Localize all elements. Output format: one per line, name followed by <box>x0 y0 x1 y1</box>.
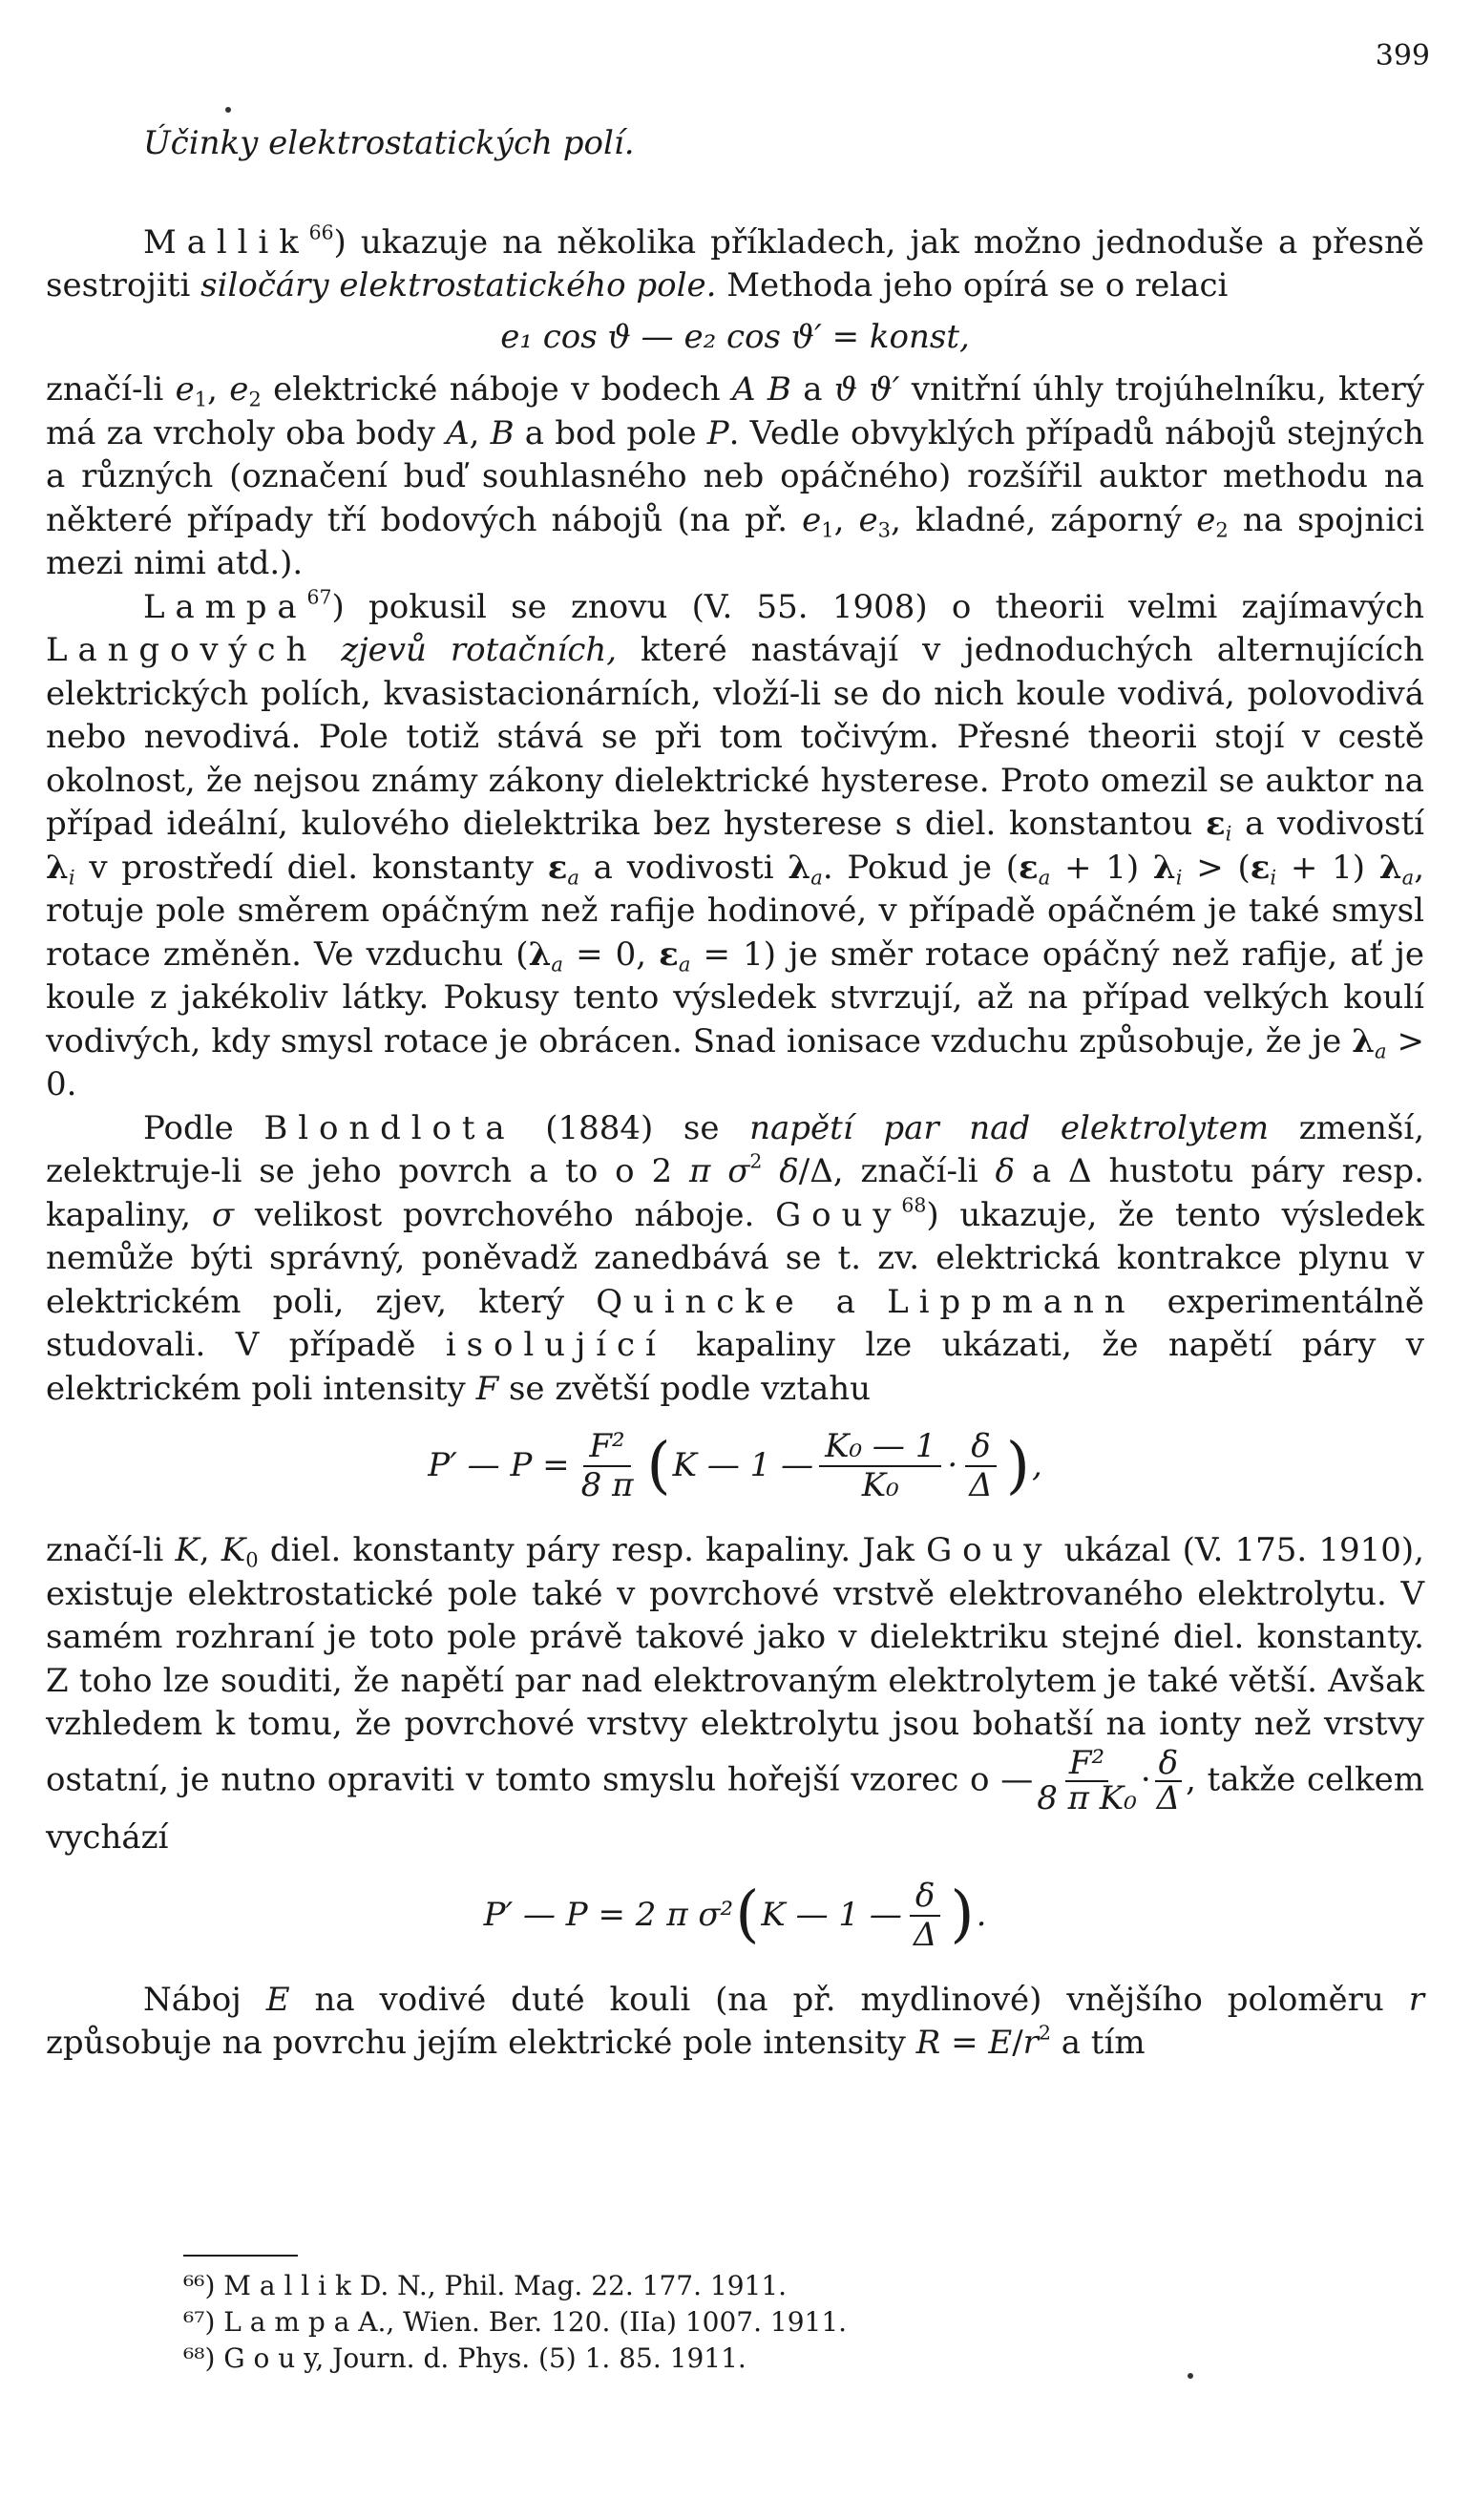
speck-mark <box>225 107 231 113</box>
paragraph-lampa: Lampa$^{67}$) pokusil se znovu (V. 55. 1908) o theorii velmi zajímavých Langových zjevů rotačních, které nastávají v jednoduchých alternujících elektrických polích, kvasistacionárních, vloží-li se do nich koule vodivá, polovodivá nebo nevodivá. Pole totiž stává se při tom točivým. Přesné theorii stojí v cestě okolnost, že nejsou známy zákony dielektrické hysterese. Proto omezil se auktor na případ ideální, kulového dielektrika bez hysterese s diel. konstantou $\varepsilon_i$ a vodivostí $\lambda_i$ v prostředí diel. konstanty $\varepsilon_a$ a vodivosti $\lambda_a$. Pokud je $(\varepsilon_a + 1) \lambda_i > (\varepsilon_i + 1)$ $\lambda_a$, rotuje pole směrem opáčným než rafije hodinové, v případě opáčném je také smysl rotace změněn. Ve vzduchu ($\lambda_a = 0$, $\varepsilon_a = 1$) je směr rotace opáčný než rafije, ať je koule z jakékoliv látky. Pokusy tento výsledek stvrzují, až na případ velkých koulí vodivých, kdy smysl rotace je obrácen. Snad ionisace vzduchu způsobuje, že je $\lambda_a > 0$. <box>46 585 1425 1103</box>
fraction-f2-8pi: $\frac{\text{F²}}{8 \pi}$ <box>580 1427 634 1505</box>
paragraph-charges: značí-li $e_1$, $e_2$ elektrické náboje v bodech A B a ϑ ϑ′ vnitřní úhly trojúhelníku, který má za vrcholy oba body A, B a bod pole P. Vedle obvyklých případů nábojů stejných a různých (označení buď souhlasného neb opáčného) rozšířil auktor methodu na některé případy tří bodových nábojů (na př. $e_1$, $e_3$, kladné, záporný $e_2$ na spojnici mezi nimi atd.). <box>46 370 1425 582</box>
paragraph-gouy: značí-li K, $K_0$ diel. konstanty páry resp. kapaliny. Jak Gouy ukázal (V. 175. 1910), existuje elektrostatické pole také v povrchové vrstvě elektrovaného elektrolytu. V samém rozhraní je toto pole právě takové jako v dielektriku stejné diel. konstanty. Z toho lze souditi, že napětí par nad elektrovaným elektrolytem je také větší. Avšak vzhledem k tomu, že povrchové vrstvy elektrolytu jsou bohatší na ionty než vrstvy ostatní, je nutno opraviti v tomto smyslu hořejší vzorec o — $\frac{\text{F²}}{\text{8 π K₀}}$ · $\frac{\delta}{\Delta}$ , takže celkem vychází <box>46 1531 1424 1858</box>
paragraph-charge-sphere: Náboj E na vodivé duté kouli (na př. mydlinové) vnějšího poloměru r způsobuje na povrchu jejím elektrické pole intensity $R = E/r^2$ a tím <box>46 1980 1424 2063</box>
footnotes <box>183 2268 847 2377</box>
footnote-66: ⁶⁶) M a l l i k D. N., Phil. Mag. 22. 177. 1911. <box>183 2270 788 2301</box>
paragraph-mallik: Mallik$^{66}$) ukazuje na několika příkladech, jak možno jednoduše a přesně sestrojiti siločáry elektrostatického pole. Methoda jeho opírá se o relaci <box>46 220 1424 304</box>
inline-fraction-f2: $\frac{\text{F²}}{\text{8 π K₀}}$ <box>1037 1743 1137 1818</box>
fraction-delta-2: $\frac{\delta}{\Delta}$ <box>908 1878 943 1954</box>
fraction-delta: $\frac{\delta}{\Delta}$ <box>963 1428 999 1504</box>
inline-fraction-delta: $\frac{\delta}{\Delta}$ <box>1156 1743 1181 1818</box>
footnote-rule <box>183 2255 298 2257</box>
page-number: 399 <box>1375 39 1430 73</box>
section-heading: Účinky elektrostatických polí. <box>143 124 635 162</box>
eq2-inner: K — 1 — <box>672 1446 814 1485</box>
footnote-68: ⁶⁸) G o u y, Journ. d. Phys. (5) 1. 85. 1911. <box>183 2342 747 2374</box>
fraction-k0: $\frac{\text{K₀ — 1}}{\text{K₀}}$ <box>819 1428 941 1504</box>
equation-total: P′ — P = 2 π σ² ( K — 1 — $\frac{\delta}{\Delta}$ ) . <box>483 1876 987 1954</box>
speck-mark <box>1188 2373 1193 2379</box>
main-text <box>46 122 1424 2066</box>
eq2-lhs: P′ — P = <box>428 1446 570 1485</box>
footnote-67: ⁶⁷) L a m p a A., Wien. Ber. 120. (IIa) 1007. 1911. <box>183 2306 848 2338</box>
equation-konst: e₁ cos ϑ — e₂ cos ϑ′ = konst, <box>500 317 970 356</box>
equation-vapour-pressure: P′ — P = $\frac{\text{F²}}{8 \pi}$ ( K — 1 — $\frac{\text{K₀ — 1}}{\text{K₀}}$ · $\frac{\delta}{\Delta}$ ) , <box>428 1427 1042 1505</box>
paragraph-blondlot: Podle Blondlota (1884) se napětí par nad elektrolytem zmenší, zelektruje-li se jeho povrch a to o 2 π $\sigma^2$ δ/Δ, značí-li δ a Δ hustotu páry resp. kapaliny, σ velikost povrchového náboje. Gouy$^{68}$) ukazuje, že tento výsledek nemůže býti správný, poněvadž zanedbává se t. zv. elektrická kontrakce plynu v elektrickém poli, zjev, který Quincke a Lippmann experimentálně studovali. V případě isolující kapaliny lze ukázati, že napětí páry v elektrickém poli intensity F se zvětší podle vztahu <box>46 1108 1425 1408</box>
